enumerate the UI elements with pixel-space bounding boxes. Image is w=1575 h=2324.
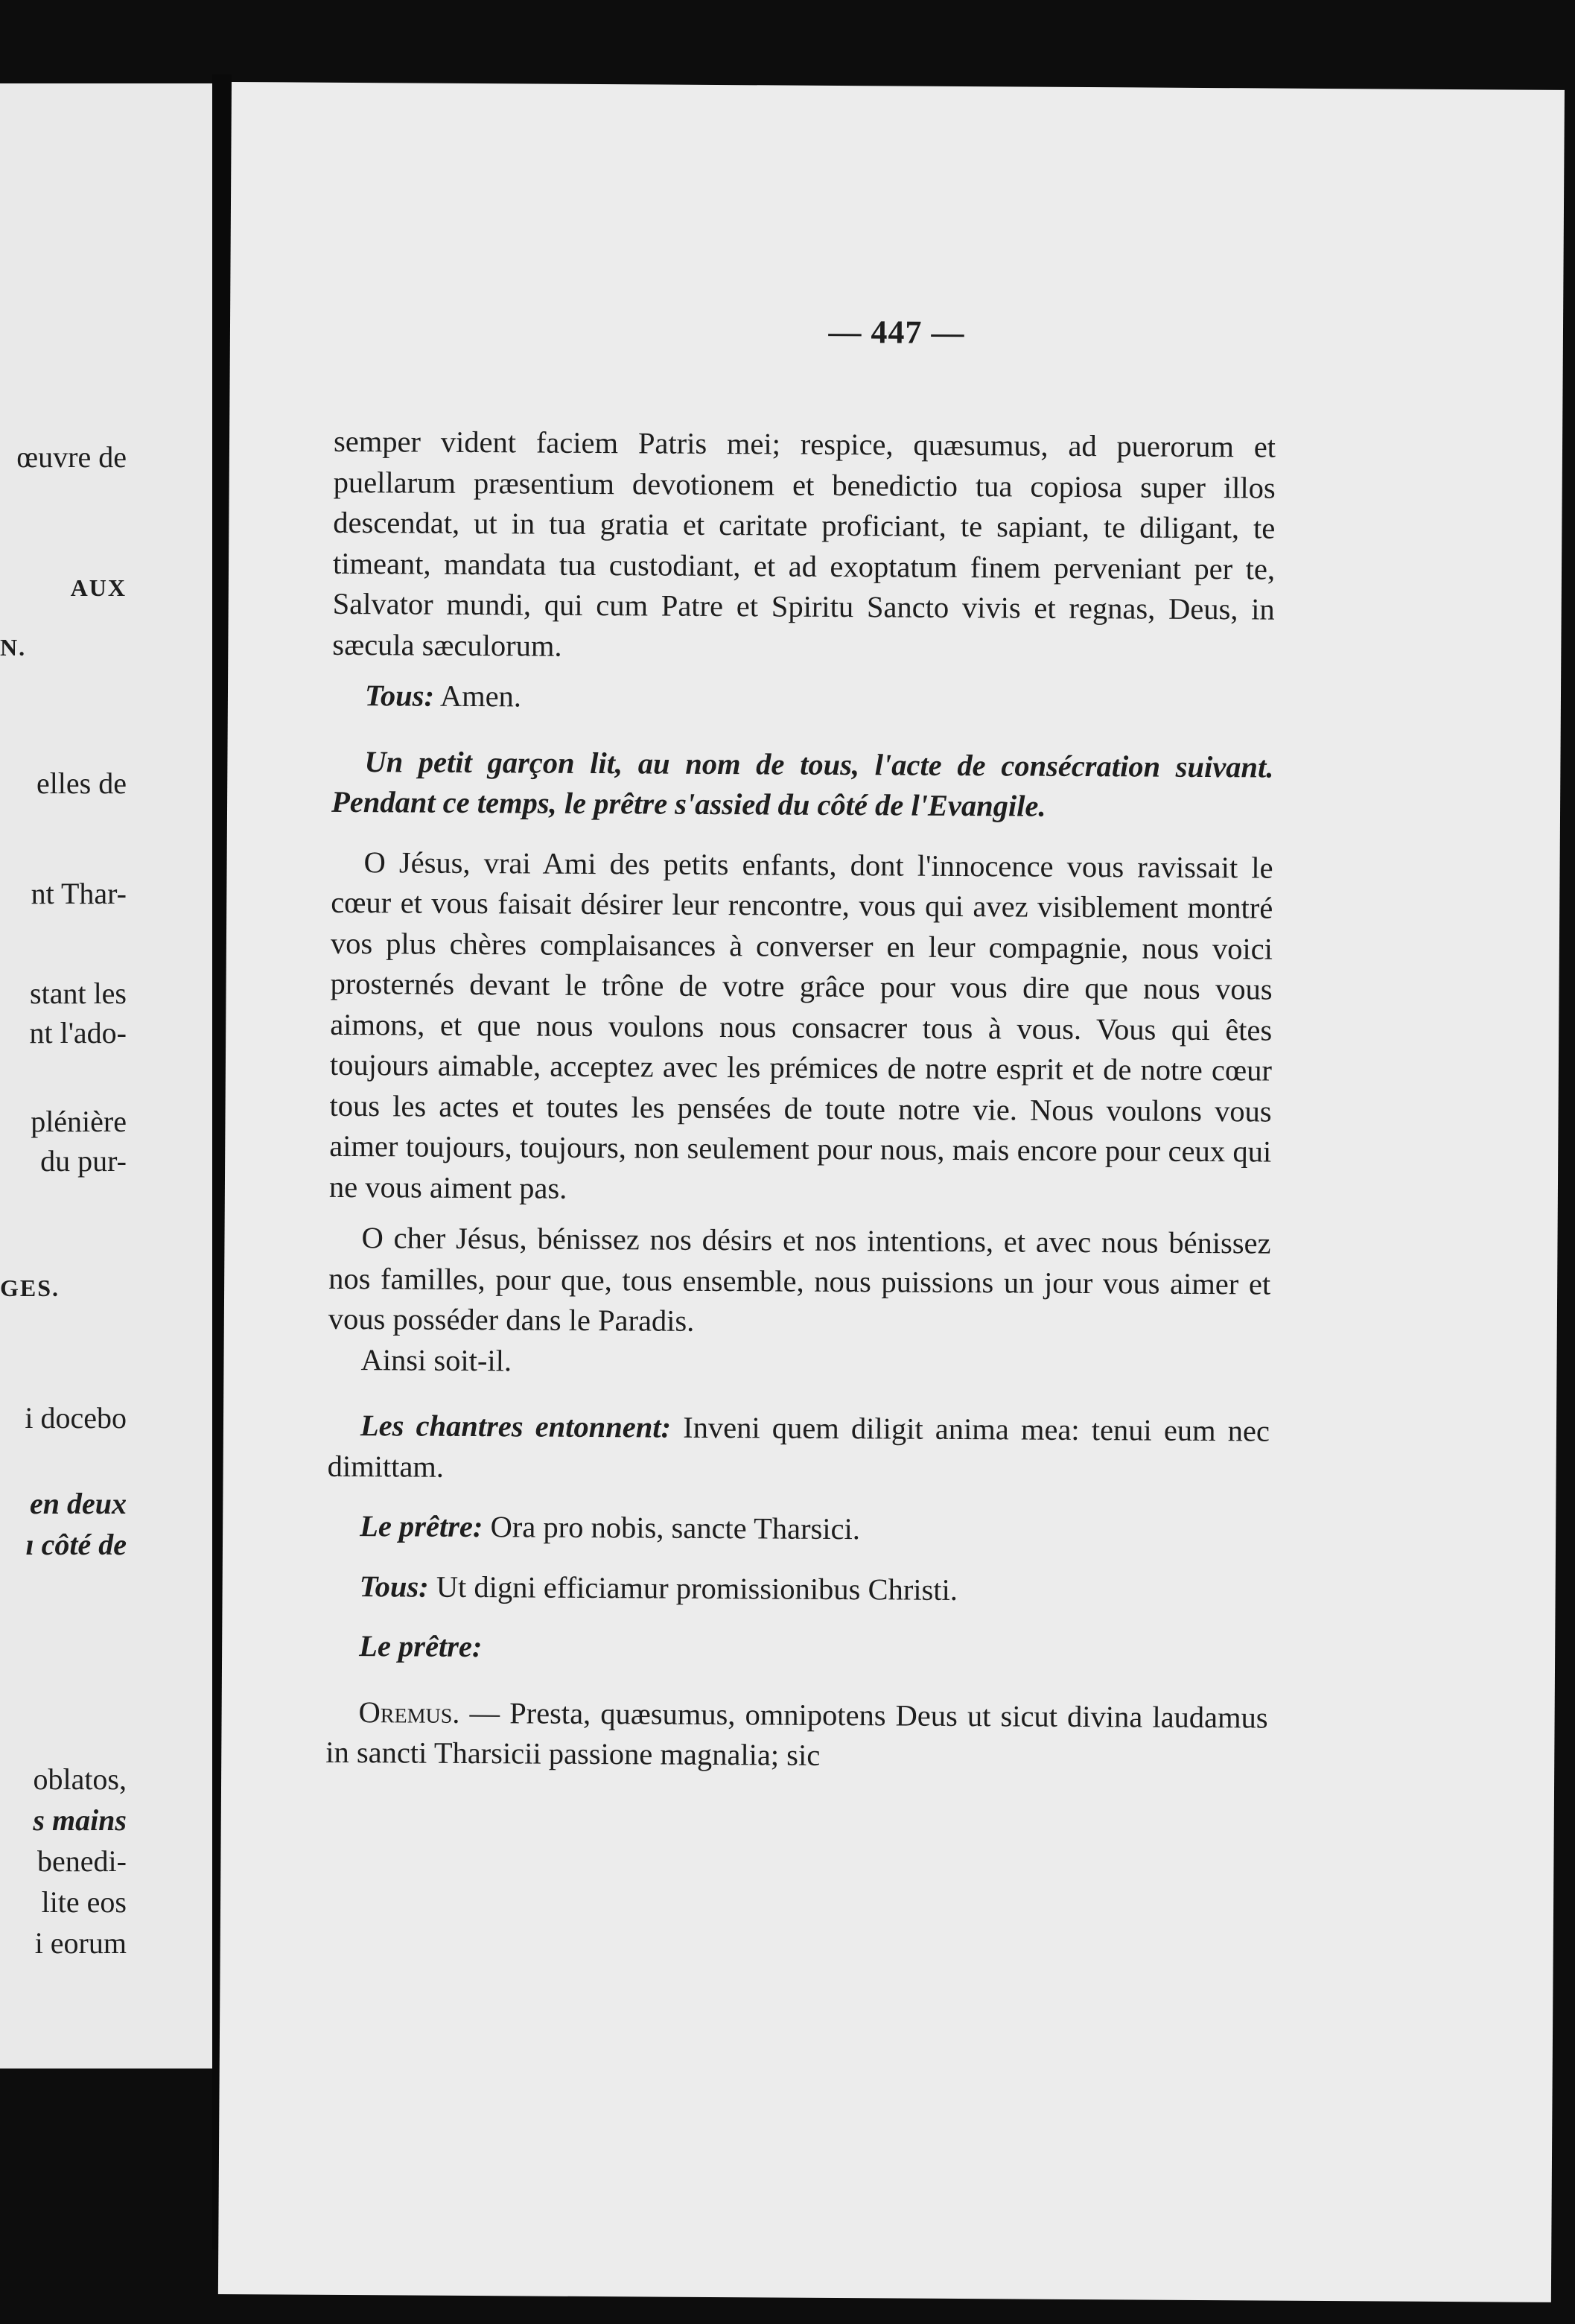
antiphon-line: [327, 1406, 1270, 1493]
page-body: [325, 422, 1276, 1779]
rubric-instruction: Un petit garçon lit, au nom de tous, l'acte de consécration suivant. Pendant ce temps, le prêtre s'assied du côté de l'Evangile.: [331, 744, 1274, 823]
consecration-paragraph: O Jésus, vrai Ami des petits enfants, dont l'innocence vous ravissait le cœur et vous faisait désirer leur rencontre, vous qui avez visiblement montré vos plus chères complaisances à converser en leur compagnie, nous voici prosternés devant le trône de votre grâce pour vous dire que nous vous aimons, et que nous voulons nous consacrer tous à vous. Vous qui êtes toujours aimable, acceptez avec les prémices de notre esprit et de notre cœur tous les actes et toutes les pensées de toute notre vie. Nous voulons vous aimer toujours, toujours, non seulement pour nous, mais encore pour ceux qui ne vous aiment pas.: [328, 845, 1273, 1205]
oremus-text: — Presta, quæsumus, omnipotens Deus ut sicut divina laudamus in sancti Tharsicii passione magnalia; sic: [325, 1695, 1268, 1772]
left-fragment: i docebo: [25, 1401, 127, 1435]
speaker-label: Le prêtre:: [360, 1509, 483, 1544]
versicle-line: [327, 1506, 1269, 1552]
left-fragment: œuvre de: [16, 440, 127, 474]
oremus-label: Oremus.: [358, 1695, 460, 1730]
left-fragment: nt Thar-: [31, 877, 127, 910]
closing-line: Ainsi soit-il.: [360, 1342, 512, 1377]
page-number: — 447 —: [828, 313, 965, 352]
left-fragment: en deux: [30, 1487, 127, 1520]
speaker-label: Tous:: [364, 679, 435, 713]
left-fragment: oblatos,: [33, 1762, 127, 1796]
left-fragment: nt l'ado-: [29, 1016, 127, 1050]
left-fragment: ı côté de: [25, 1528, 127, 1561]
left-fragment: plénière: [31, 1105, 127, 1138]
left-fragment: benedi-: [37, 1844, 127, 1878]
left-page-edge: [0, 83, 212, 2069]
response-text: Ut digni efficiamur promissionibus Christi.: [436, 1569, 958, 1607]
left-fragment: i eorum: [34, 1926, 127, 1960]
speaker-label: Le prêtre:: [359, 1629, 483, 1664]
antiphon-text: Inveni quem diligit anima mea: tenui eum nec dimittam.: [327, 1410, 1270, 1484]
left-fragment: elles de: [36, 766, 127, 800]
left-fragment: du pur-: [40, 1144, 127, 1178]
response-text: Amen.: [439, 679, 522, 714]
left-fragment: lite eos: [41, 1885, 127, 1919]
left-fragment: GES.: [0, 1274, 60, 1301]
left-fragment: AUX: [70, 574, 127, 601]
left-fragment: stant les: [30, 977, 127, 1010]
speaker-label: Tous:: [359, 1569, 429, 1604]
speaker-label: Les chantres entonnent:: [360, 1409, 672, 1444]
versicle-text: Ora pro nobis, sancte Tharsici.: [490, 1510, 861, 1546]
oremus-paragraph: [325, 1692, 1268, 1779]
latin-prayer-paragraph: semper vident faciem Patris mei; respice, quæsumus, ad puerorum et puellarum præsentium devotionem et benedictio tua copiosa super illos descendat, ut in tua gratia et caritate proficiant, te sapiant, te diligant, te timeant, mandata tua custodiant, et ad exoptatum finem perveniant per te, Salvator mundi, qui cum Patre et Spiritu Sancto vivis et regnas, Deus, in sæcula sæculorum.: [332, 424, 1276, 663]
blessing-paragraph: O cher Jésus, bénissez nos désirs et nos intentions, et avec nous bénissez nos familles, pour que, tous ensemble, nous puissions un jour vous aimer et vous posséder dans le Paradis.: [328, 1221, 1271, 1338]
right-page: [218, 82, 1565, 2302]
response-line: [326, 1566, 1268, 1612]
left-fragment: N.: [0, 634, 27, 661]
left-fragment: s mains: [33, 1803, 127, 1837]
response-line: [332, 676, 1274, 722]
